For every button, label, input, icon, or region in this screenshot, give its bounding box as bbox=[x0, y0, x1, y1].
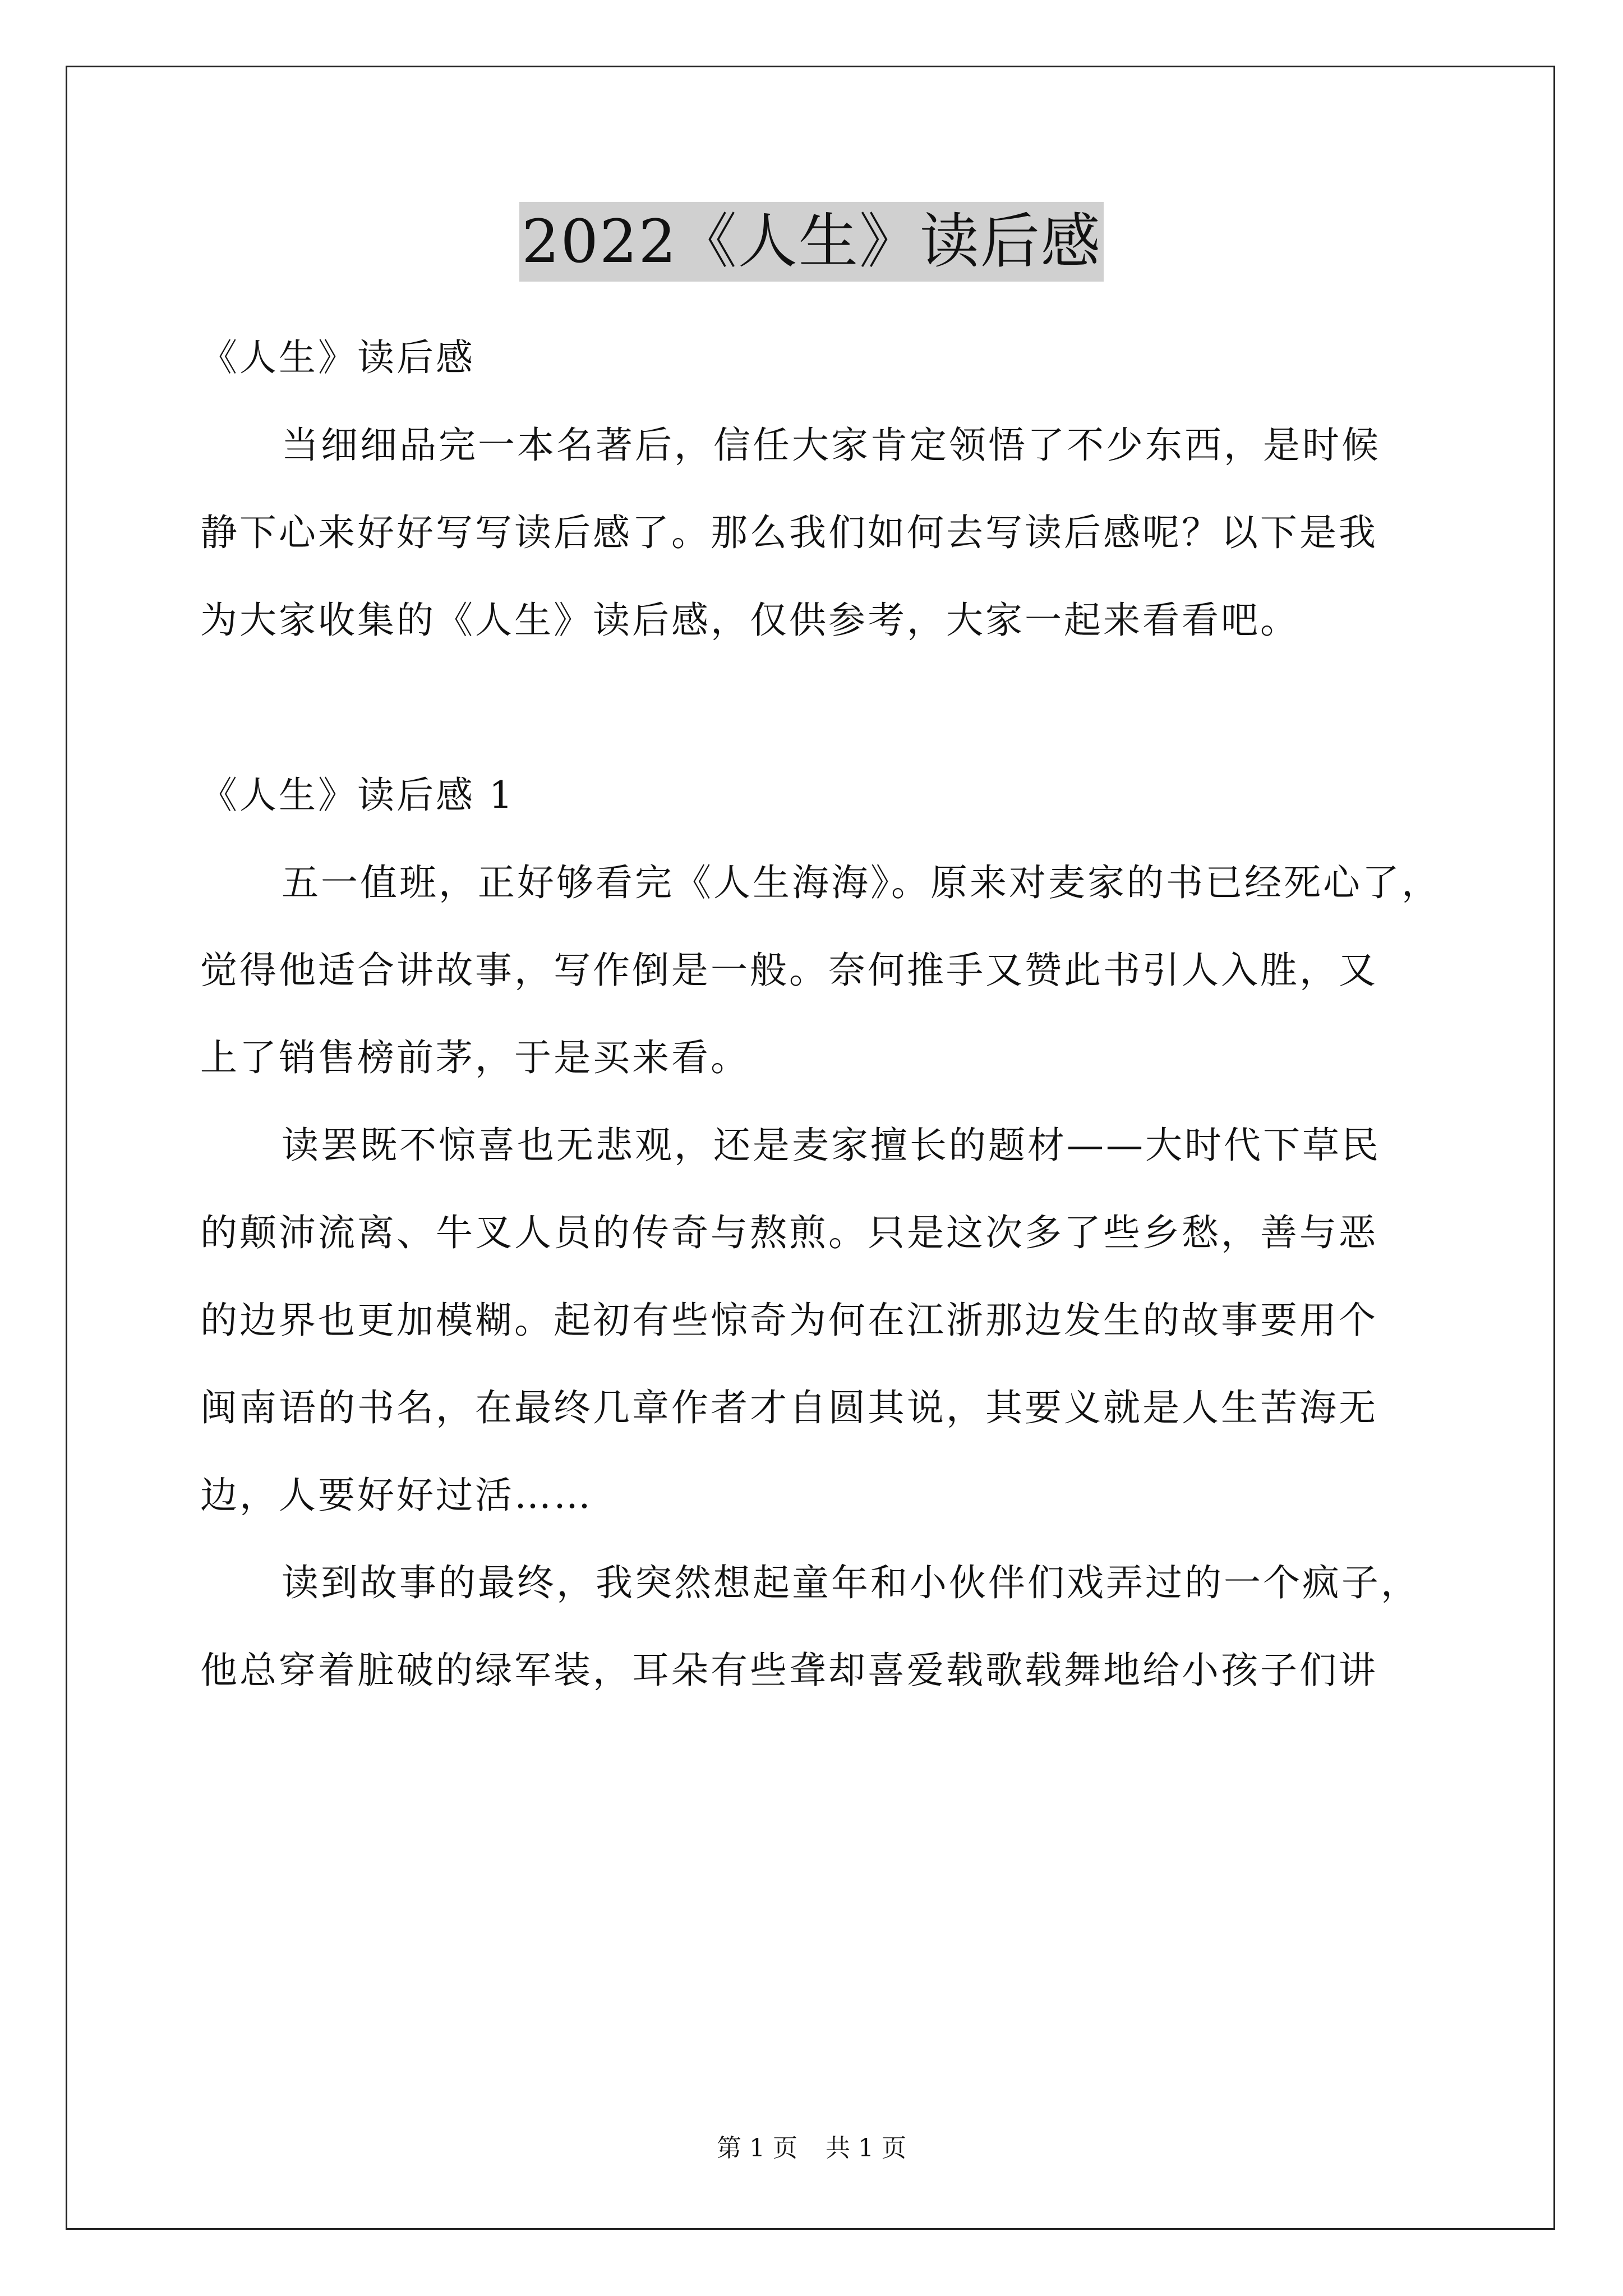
title-container bbox=[0, 202, 1623, 282]
page-number-total: 共 1 页 bbox=[826, 2134, 906, 2162]
paragraph2-line: 的颠沛流离、牛叉人员的传奇与熬煎。只是这次多了些乡愁，善与恶 bbox=[200, 1211, 1378, 1254]
document-body bbox=[200, 314, 1441, 1714]
paragraph2-line: 闽南语的书名，在最终几章作者才自圆其说，其要义就是人生苦海无 bbox=[200, 1386, 1378, 1429]
document-title: 2022《人生》读后感 bbox=[519, 202, 1104, 282]
page-footer bbox=[0, 2132, 1623, 2165]
paragraph1-line: 上了销售榜前茅，于是买来看。 bbox=[200, 1036, 750, 1079]
section-heading: 《人生》读后感 1 bbox=[200, 774, 515, 817]
paragraph2-line: 的边界也更加模糊。起初有些惊奇为何在江浙那边发生的故事要用个 bbox=[200, 1299, 1378, 1342]
intro-line: 为大家收集的《人生》读后感，仅供参考，大家一起来看看吧。 bbox=[200, 599, 1299, 642]
paragraph1-line: 觉得他适合讲故事，写作倒是一般。奈何推手又赞此书引人入胜，又 bbox=[200, 949, 1378, 992]
page-number-current: 第 1 页 bbox=[717, 2134, 797, 2162]
paragraph2-line: 边，人要好好过活…… bbox=[200, 1474, 593, 1517]
blank-line bbox=[200, 664, 1428, 752]
paragraph3-line: 他总穿着脏破的绿军装，耳朵有些聋却喜爱载歌载舞地给小孩子们讲 bbox=[200, 1649, 1378, 1692]
intro-line: 静下心来好好写写读后感了。那么我们如何去写读后感呢？以下是我 bbox=[200, 511, 1378, 554]
intro-line: 当细细品完一本名著后，信任大家肯定领悟了不少东西，是时候 bbox=[282, 424, 1381, 467]
paragraph1-line: 五一值班，正好够看完《人生海海》。原来对麦家的书已经死心了， bbox=[282, 861, 1441, 904]
paragraph3-line: 读到故事的最终，我突然想起童年和小伙伴们戏弄过的一个疯子， bbox=[282, 1561, 1420, 1604]
subtitle: 《人生》读后感 bbox=[200, 336, 475, 379]
paragraph2-line: 读罢既不惊喜也无悲观，还是麦家擅长的题材——大时代下草民 bbox=[282, 1124, 1381, 1167]
